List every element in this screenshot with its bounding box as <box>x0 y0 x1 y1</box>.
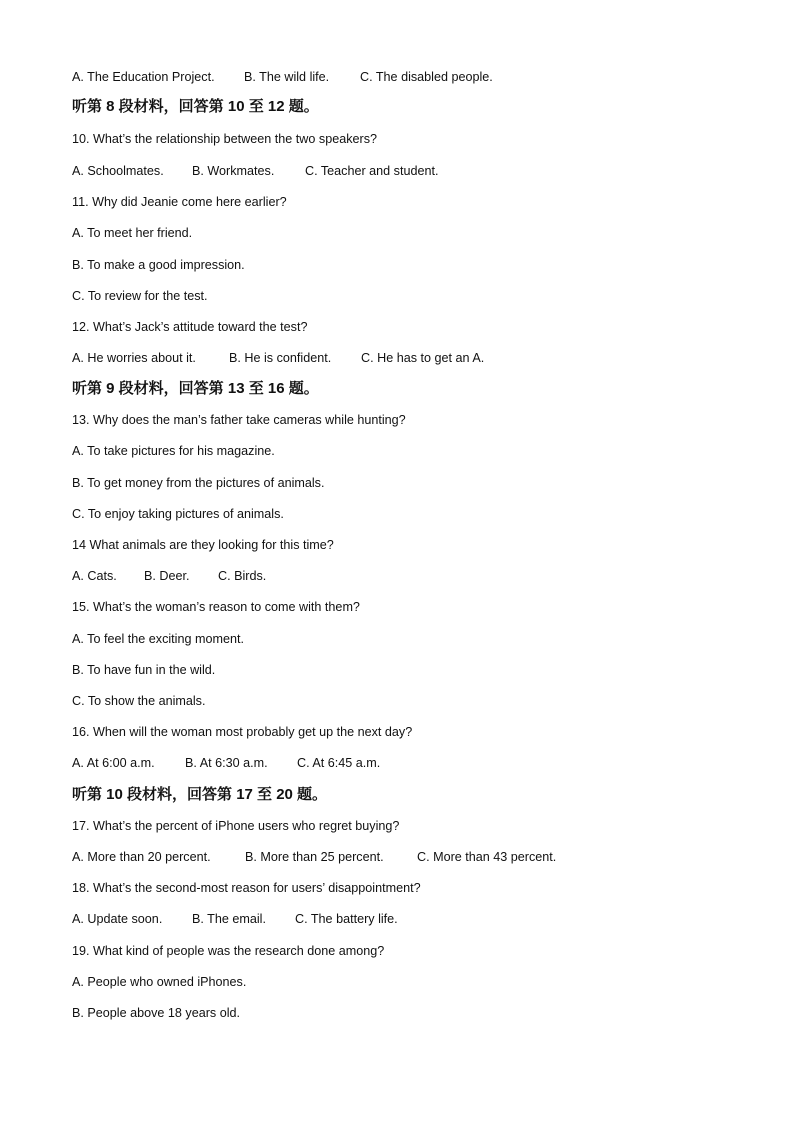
answer-option: A. People who owned iPhones. <box>72 975 247 989</box>
question-text: 13. Why does the man’s father take cameras while hunting? <box>72 413 406 427</box>
section-heading: 听第 8 段材料，回答第 10 至 12 题。 <box>72 98 319 115</box>
answer-option: B. He is confident. <box>229 351 332 365</box>
answer-option: A. Cats. <box>72 569 117 583</box>
answer-option: C. The battery life. <box>295 912 398 926</box>
question-text: 16. When will the woman most probably get up the next day? <box>72 725 413 739</box>
question-text: 19. What kind of people was the research done among? <box>72 944 385 958</box>
answer-option: B. The wild life. <box>244 70 330 84</box>
answer-option: A. He worries about it. <box>72 351 196 365</box>
answer-option: B. Workmates. <box>192 164 275 178</box>
answer-option: A. More than 20 percent. <box>72 850 211 864</box>
answer-option: B. More than 25 percent. <box>245 850 384 864</box>
answer-option: C. More than 43 percent. <box>417 850 557 864</box>
answer-option: C. To show the animals. <box>72 694 206 708</box>
answer-option: C. At 6:45 a.m. <box>297 756 381 770</box>
answer-option: B. At 6:30 a.m. <box>185 756 268 770</box>
answer-option: B. To have fun in the wild. <box>72 663 216 677</box>
answer-option: C. To enjoy taking pictures of animals. <box>72 507 284 521</box>
answer-option: B. To make a good impression. <box>72 258 245 272</box>
answer-option: C. Teacher and student. <box>305 164 439 178</box>
answer-option: C. Birds. <box>218 569 267 583</box>
question-text: 17. What’s the percent of iPhone users who regret buying? <box>72 819 400 833</box>
answer-option: A. To meet her friend. <box>72 226 193 240</box>
question-text: 15. What’s the woman’s reason to come with them? <box>72 600 360 614</box>
answer-option: B. The email. <box>192 912 266 926</box>
answer-option: C. He has to get an A. <box>361 351 485 365</box>
answer-option: C. The disabled people. <box>360 70 493 84</box>
question-text: 14 What animals are they looking for this time? <box>72 538 334 552</box>
answer-option: A. At 6:00 a.m. <box>72 756 155 770</box>
answer-option: C. To review for the test. <box>72 289 208 303</box>
answer-option: A. To take pictures for his magazine. <box>72 444 275 458</box>
section-heading: 听第 10 段材料，回答第 17 至 20 题。 <box>72 786 328 803</box>
answer-option: B. People above 18 years old. <box>72 1006 241 1020</box>
answer-option: A. To feel the exciting moment. <box>72 632 244 646</box>
question-text: 18. What’s the second-most reason for users’ disappointment? <box>72 881 421 895</box>
answer-option: A. Schoolmates. <box>72 164 164 178</box>
question-text: 12. What’s Jack’s attitude toward the test? <box>72 320 308 334</box>
answer-option: A. Update soon. <box>72 912 163 926</box>
question-text: 11. Why did Jeanie come here earlier? <box>72 195 287 209</box>
question-text: 10. What’s the relationship between the two speakers? <box>72 132 377 146</box>
answer-option: B. Deer. <box>144 569 190 583</box>
section-heading: 听第 9 段材料，回答第 13 至 16 题。 <box>72 380 319 397</box>
answer-option: B. To get money from the pictures of animals. <box>72 476 325 490</box>
answer-option: A. The Education Project. <box>72 70 215 84</box>
